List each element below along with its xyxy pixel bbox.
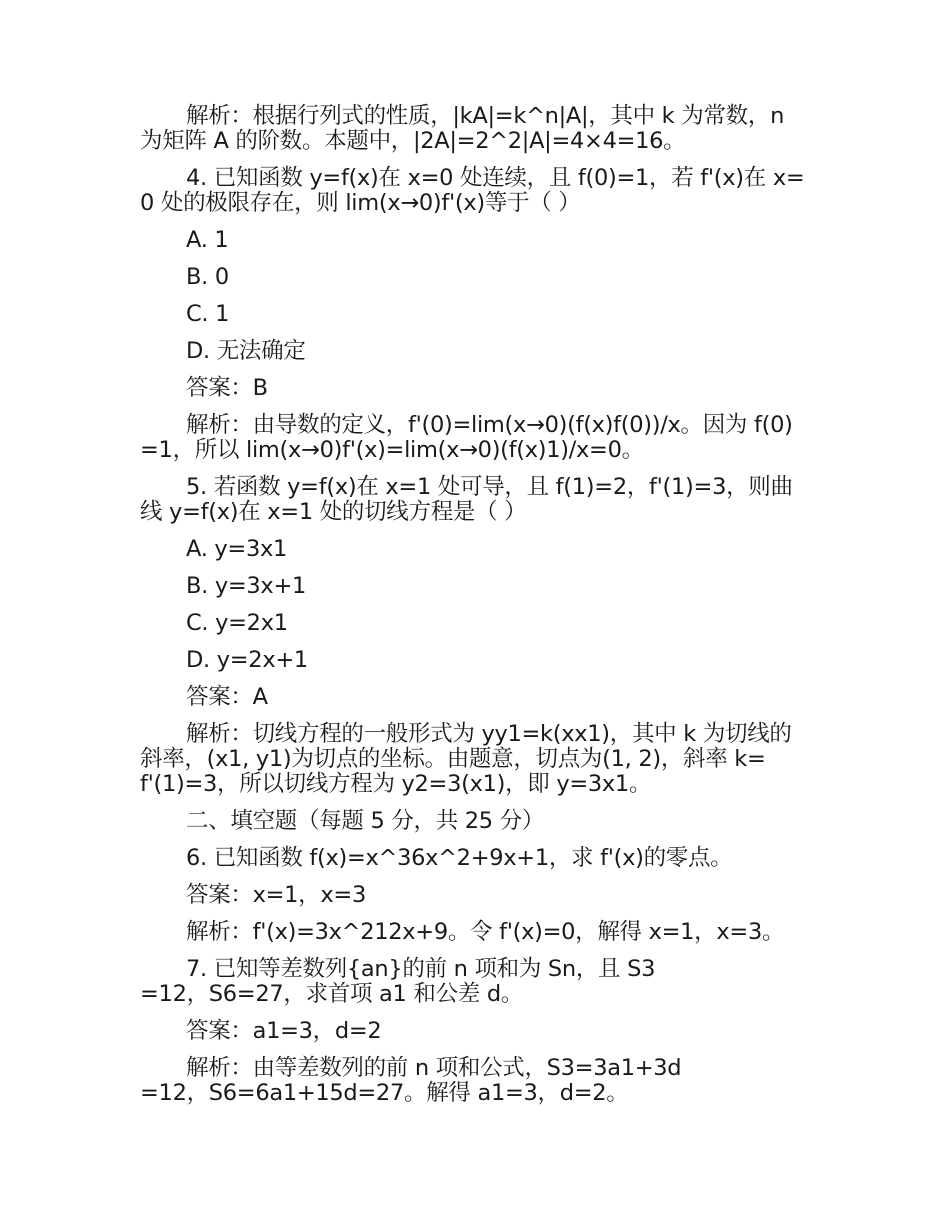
explanation-paragraph: 解析：由等差数列的前 n 项和公式，S3=3a1+3d=12，S6=6a1+15d=27。解得 a1=3，d=2。: [140, 1055, 682, 1106]
option-d: D. y=2x+1: [186, 647, 308, 673]
option-d: D. 无法确定: [186, 338, 306, 364]
option-c: C. y=2x1: [186, 610, 288, 636]
option-c: C. 1: [186, 301, 230, 327]
answer-line: 答案：x=1，x=3: [186, 882, 366, 908]
option-a: A. y=3x1: [186, 536, 288, 562]
explanation-paragraph: 解析：根据行列式的性质，|kA|=k^n|A|，其中 k 为常数，n 为矩阵 A 的阶数。本题中，|2A|=2^2|A|=4×4=16。: [140, 103, 785, 154]
option-a: A. 1: [186, 227, 229, 253]
option-b: B. y=3x+1: [186, 573, 307, 599]
document-page: [140, 104, 810, 1118]
explanation-paragraph: 解析：切线方程的一般形式为 yy1=k(xx1)，其中 k 为切线的斜率，(x1, y1)为切点的坐标。由题意，切点为(1, 2)，斜率 k=f'(1)=3，所以切线方程为 y2=3(x1)，即 y=3x1。: [140, 721, 792, 797]
section-heading: 二、填空题（每题 5 分，共 25 分）: [186, 808, 545, 834]
question-6: 6. 已知函数 f(x)=x^36x^2+9x+1，求 f'(x)的零点。: [186, 845, 733, 871]
option-b: B. 0: [186, 264, 229, 290]
explanation-paragraph: 解析：f'(x)=3x^212x+9。令 f'(x)=0，解得 x=1，x=3。: [186, 919, 785, 945]
question-5: 5. 若函数 y=f(x)在 x=1 处可导，且 f(1)=2，f'(1)=3，则曲线 y=f(x)在 x=1 处的切线方程是（ ）: [140, 474, 793, 525]
explanation-paragraph: 解析：由导数的定义，f'(0)=lim(x→0)(f(x)f(0))/x。因为 f(0)=1，所以 lim(x→0)f'(x)=lim(x→0)(f(x)1)/x=0。: [140, 412, 793, 463]
question-4: 4. 已知函数 y=f(x)在 x=0 处连续，且 f(0)=1，若 f'(x)在 x=0 处的极限存在，则 lim(x→0)f'(x)等于（ ）: [140, 165, 805, 216]
answer-line: 答案：a1=3，d=2: [186, 1018, 382, 1044]
answer-line: 答案：B: [186, 375, 268, 401]
question-7: 7. 已知等差数列{an}的前 n 项和为 Sn，且 S3=12，S6=27，求首项 a1 和公差 d。: [140, 956, 656, 1007]
answer-line: 答案：A: [186, 684, 268, 710]
